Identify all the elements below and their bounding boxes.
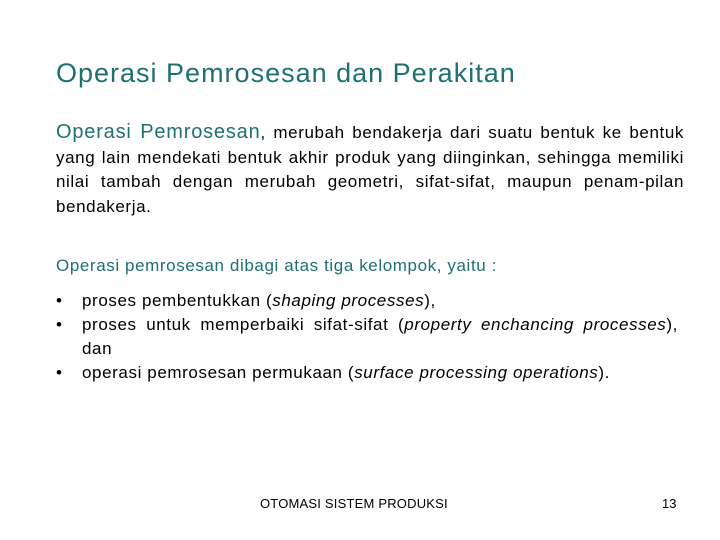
slide-title: Operasi Pemrosesan dan Perakitan bbox=[56, 58, 516, 88]
subheading: Operasi pemrosesan dibagi atas tiga kelompok, yaitu : bbox=[56, 256, 497, 275]
bullet-text: operasi pemrosesan permukaan ( bbox=[82, 363, 355, 382]
list-item bbox=[56, 289, 678, 313]
bullet-italic-term: surface processing operations bbox=[354, 363, 599, 382]
bullet-text: ), bbox=[424, 291, 436, 310]
definition-paragraph bbox=[56, 120, 684, 219]
list-item bbox=[56, 313, 678, 361]
bullet-text: ), dan bbox=[82, 315, 678, 358]
process-list bbox=[56, 289, 678, 385]
page-number: 13 bbox=[662, 496, 677, 511]
list-item bbox=[56, 361, 678, 385]
bullet-text: proses pembentukkan ( bbox=[82, 291, 273, 310]
definition-text: , merubah bendakerja dari suatu bentuk ke bentuk yang lain mendekati bentuk akhir produk yang diinginkan, sehingga memiliki nilai tambah dengan merubah geometri, sifat-sifat, maupun penam-pilan bendakerja. bbox=[56, 123, 684, 216]
bullet-italic-term: property enchancing processes bbox=[404, 315, 667, 334]
bullet-italic-term: shaping processes bbox=[272, 291, 425, 310]
bullet-text: ). bbox=[598, 363, 610, 382]
definition-lead: Operasi Pemrosesan bbox=[56, 121, 261, 143]
bullet-text: proses untuk memperbaiki sifat-sifat ( bbox=[82, 315, 405, 334]
footer-label: OTOMASI SISTEM PRODUKSI bbox=[260, 496, 448, 511]
